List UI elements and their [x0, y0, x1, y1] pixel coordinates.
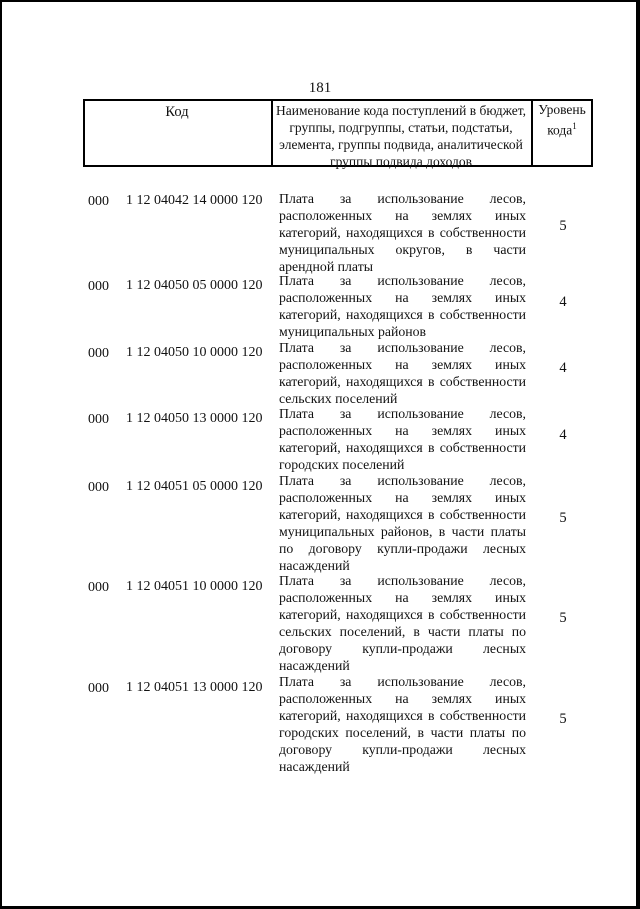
row-admin-code: 000	[88, 480, 109, 495]
row-admin-code: 000	[88, 279, 109, 294]
row-level: 5	[559, 711, 567, 727]
row-name: Плата за использование лесов, расположенных на землях иных категорий, находящихся в собственности сельских поселений, в части платы по договору купли-продажи лесных насаждений	[279, 573, 526, 673]
row-classification-code: 1 12 04051 13 0000 120	[126, 680, 263, 695]
row-name: Плата за использование лесов, расположенных на землях иных категорий, находящихся в собственности муниципальных районов, в части платы по договору купли-продажи лесных насаждений	[279, 473, 526, 573]
row-classification-code: 1 12 04050 05 0000 120	[126, 278, 263, 293]
header-name: Наименование кода поступлений в бюджет, группы, подгруппы, статьи, подстатьи, элемента, группы подвида, аналитической группы подвида доходов	[276, 103, 527, 169]
row-admin-code: 000	[88, 580, 109, 595]
row-classification-code: 1 12 04042 14 0000 120	[126, 193, 263, 208]
row-level: 4	[559, 427, 567, 443]
row-name: Плата за использование лесов, расположенных на землях иных категорий, находящихся в собственности сельских поселений	[279, 340, 526, 406]
row-classification-code: 1 12 04050 10 0000 120	[126, 345, 263, 360]
row-admin-code: 000	[88, 346, 109, 361]
header-level	[531, 101, 593, 139]
table-header	[83, 99, 593, 167]
header-level-text: Уровень кода	[538, 102, 586, 138]
header-code: Код	[165, 104, 189, 120]
row-level: 5	[559, 218, 567, 234]
scan-border-right	[636, 0, 640, 909]
row-admin-code: 000	[88, 412, 109, 427]
row-level: 4	[559, 294, 567, 310]
row-classification-code: 1 12 04051 05 0000 120	[126, 479, 263, 494]
scan-border-top	[0, 0, 640, 2]
row-name: Плата за использование лесов, расположенных на землях иных категорий, находящихся в собственности муниципальных районов	[279, 273, 526, 339]
row-name: Плата за использование лесов, расположенных на землях иных категорий, находящихся в собственности городских поселений, в части платы по договору купли-продажи лесных насаждений	[279, 674, 526, 774]
row-admin-code: 000	[88, 681, 109, 696]
row-level: 4	[559, 360, 567, 376]
row-name: Плата за использование лесов, расположенных на землях иных категорий, находящихся в собственности городских поселений	[279, 406, 526, 472]
scan-border-left	[0, 0, 2, 909]
row-classification-code: 1 12 04051 10 0000 120	[126, 579, 263, 594]
row-level: 5	[559, 610, 567, 626]
page-number: 181	[308, 80, 332, 96]
header-top-border	[83, 99, 593, 101]
row-classification-code: 1 12 04050 13 0000 120	[126, 411, 263, 426]
row-level: 5	[559, 510, 567, 526]
row-admin-code: 000	[88, 194, 109, 209]
header-divider	[271, 99, 273, 167]
row-name: Плата за использование лесов, расположенных на землях иных категорий, находящихся в собственности муниципальных округов, в части арендной платы	[279, 191, 526, 274]
header-level-footnote: 1	[572, 121, 577, 131]
